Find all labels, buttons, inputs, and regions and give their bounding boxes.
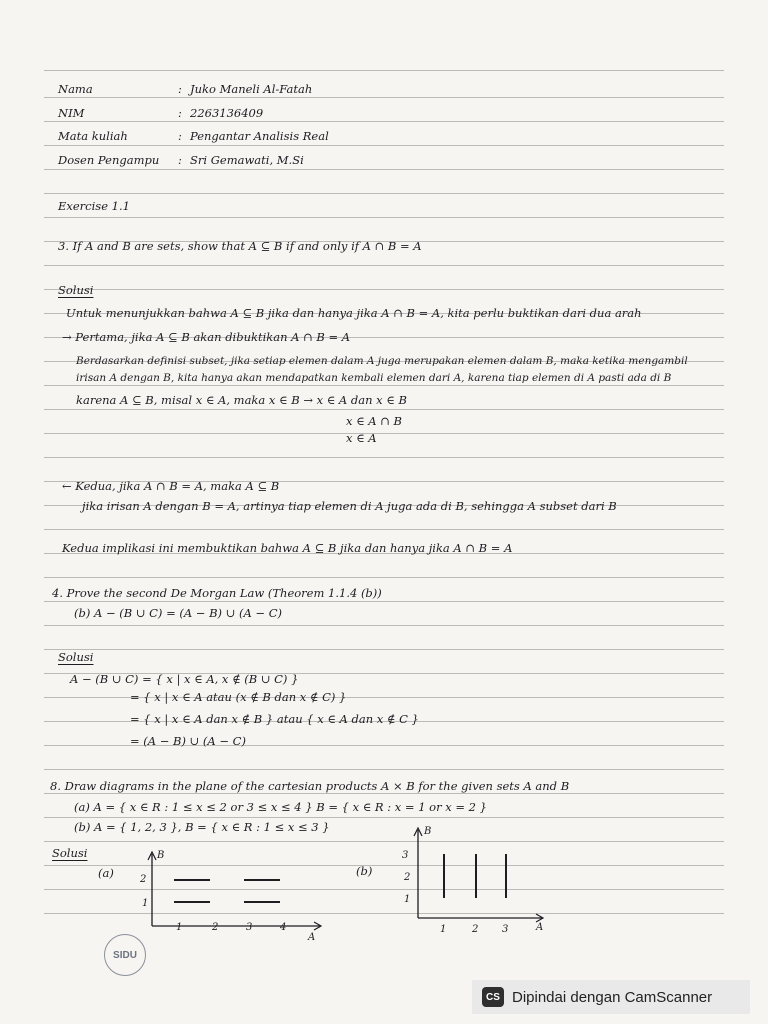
graph-b bbox=[402, 826, 562, 935]
camscanner-text: Dipindai dengan CamScanner bbox=[512, 988, 713, 1006]
label-dosen: Dosen Pengampu bbox=[58, 153, 160, 167]
colon: : bbox=[178, 106, 182, 120]
ruled-line bbox=[44, 625, 724, 626]
colon: : bbox=[178, 129, 182, 143]
q8-part-b: (b) A = { 1, 2, 3 }, B = { x ∈ R : 1 ≤ x ≤ 3 } bbox=[74, 820, 330, 834]
graph-b-y-axis-label: B bbox=[424, 826, 432, 837]
q4-question: 4. Prove the second De Morgan Law (Theorem 1.1.4 (b)) bbox=[52, 586, 382, 600]
sidu-logo: SIDU bbox=[104, 934, 146, 976]
ruled-line bbox=[44, 70, 724, 71]
ruled-line bbox=[44, 529, 724, 530]
graph-a-x-tick-1: 1 bbox=[176, 922, 183, 933]
ruled-line bbox=[44, 649, 724, 650]
camscanner-logo-icon: CS bbox=[482, 987, 504, 1007]
q3-line-4: irisan A dengan B, kita hanya akan mendapatkan kembali elemen dari A, karena tiap elemen di A pasti ada di B bbox=[76, 372, 672, 384]
ruled-line bbox=[44, 457, 724, 458]
graph-a-y-tick-2: 2 bbox=[140, 874, 147, 885]
label-mata-kuliah: Mata kuliah bbox=[58, 129, 128, 143]
graph-b-y-tick-3: 3 bbox=[402, 850, 409, 861]
graph-a-y-axis-label: B bbox=[157, 850, 165, 861]
q3-line-2: → Pertama, jika A ⊆ B akan dibuktikan A ∩ B = A bbox=[62, 330, 351, 344]
graph-a-x-tick-4: 4 bbox=[280, 922, 287, 933]
ruled-line bbox=[44, 217, 724, 218]
graph-a-y-tick-1: 1 bbox=[142, 898, 149, 909]
q4-line-4: = (A − B) ∪ (A − C) bbox=[130, 734, 246, 748]
graph-a-label: (a) bbox=[98, 866, 114, 880]
q3-line-10: Kedua implikasi ini membuktikan bahwa A ⊆ B jika dan hanya jika A ∩ B = A bbox=[62, 541, 513, 555]
ruled-line bbox=[44, 601, 724, 602]
ruled-line bbox=[44, 289, 724, 290]
q3-solusi-heading: Solusi bbox=[58, 283, 94, 297]
ruled-line bbox=[44, 409, 724, 410]
ruled-line bbox=[44, 769, 724, 770]
ruled-line bbox=[44, 817, 724, 818]
colon: : bbox=[178, 153, 182, 167]
q3-line-7: x ∈ A bbox=[346, 431, 377, 445]
graph-a bbox=[140, 848, 340, 943]
graph-b-x-axis-label: A bbox=[536, 922, 544, 933]
graph-a-x-tick-3: 3 bbox=[246, 922, 253, 933]
value-nama: Juko Maneli Al-Fatah bbox=[190, 82, 313, 96]
value-mata-kuliah: Pengantar Analisis Real bbox=[190, 129, 329, 143]
ruled-line bbox=[44, 121, 724, 122]
value-dosen: Sri Gemawati, M.Si bbox=[190, 153, 304, 167]
graph-b-y-tick-2: 2 bbox=[404, 872, 411, 883]
ruled-line bbox=[44, 577, 724, 578]
camscanner-watermark bbox=[472, 980, 750, 1014]
q8-solusi-heading: Solusi bbox=[52, 846, 88, 860]
ruled-line bbox=[44, 265, 724, 266]
ruled-line bbox=[44, 385, 724, 386]
ruled-line bbox=[44, 145, 724, 146]
exercise-title: Exercise 1.1 bbox=[58, 199, 130, 213]
ruled-line bbox=[44, 193, 724, 194]
graph-b-y-tick-1: 1 bbox=[404, 894, 411, 905]
q3-line-3: Berdasarkan definisi subset, jika setiap elemen dalam A juga merupakan elemen dalam B, maka ketika mengambil bbox=[76, 355, 688, 367]
colon: : bbox=[178, 82, 182, 96]
q4-line-3: = { x | x ∈ A dan x ∉ B } atau { x ∈ A dan x ∉ C } bbox=[130, 712, 419, 726]
q3-line-8: ← Kedua, jika A ∩ B = A, maka A ⊆ B bbox=[62, 479, 280, 493]
ruled-line bbox=[44, 793, 724, 794]
q3-question: 3. If A and B are sets, show that A ⊆ B if and only if A ∩ B = A bbox=[58, 239, 422, 253]
graph-a-x-tick-2: 2 bbox=[212, 922, 219, 933]
q8-question: 8. Draw diagrams in the plane of the cartesian products A × B for the given sets A and B bbox=[50, 779, 570, 793]
ruled-line bbox=[44, 841, 724, 842]
q3-line-5: karena A ⊆ B, misal x ∈ A, maka x ∈ B → x ∈ A dan x ∈ B bbox=[76, 393, 407, 407]
q8-part-a: (a) A = { x ∈ R : 1 ≤ x ≤ 2 or 3 ≤ x ≤ 4 } B = { x ∈ R : x = 1 or x = 2 } bbox=[74, 800, 487, 814]
q3-line-6: x ∈ A ∩ B bbox=[346, 414, 403, 428]
graph-b-label: (b) bbox=[356, 864, 373, 878]
ruled-line bbox=[44, 169, 724, 170]
q4-line-2: = { x | x ∈ A atau (x ∉ B dan x ∉ C) } bbox=[130, 690, 347, 704]
graph-a-x-axis-label: A bbox=[308, 932, 316, 943]
q4-solusi-heading: Solusi bbox=[58, 650, 94, 664]
label-nama: Nama bbox=[58, 82, 93, 96]
graph-b-x-tick-2: 2 bbox=[472, 924, 479, 935]
q3-line-9: jika irisan A dengan B = A, artinya tiap elemen di A juga ada di B, sehingga A subset dari B bbox=[82, 499, 617, 513]
graph-b-x-tick-3: 3 bbox=[502, 924, 509, 935]
ruled-line bbox=[44, 97, 724, 98]
q4-part-b: (b) A − (B ∪ C) = (A − B) ∪ (A − C) bbox=[74, 606, 283, 620]
label-nim: NIM bbox=[58, 106, 85, 120]
value-nim: 2263136409 bbox=[190, 106, 264, 120]
q3-line-1: Untuk menunjukkan bahwa A ⊆ B jika dan hanya jika A ∩ B = A, kita perlu buktikan dari dua arah bbox=[66, 306, 642, 320]
q4-line-1: A − (B ∪ C) = { x | x ∈ A, x ∉ (B ∪ C) } bbox=[70, 672, 299, 686]
ruled-line bbox=[44, 433, 724, 434]
graph-b-x-tick-1: 1 bbox=[440, 924, 447, 935]
